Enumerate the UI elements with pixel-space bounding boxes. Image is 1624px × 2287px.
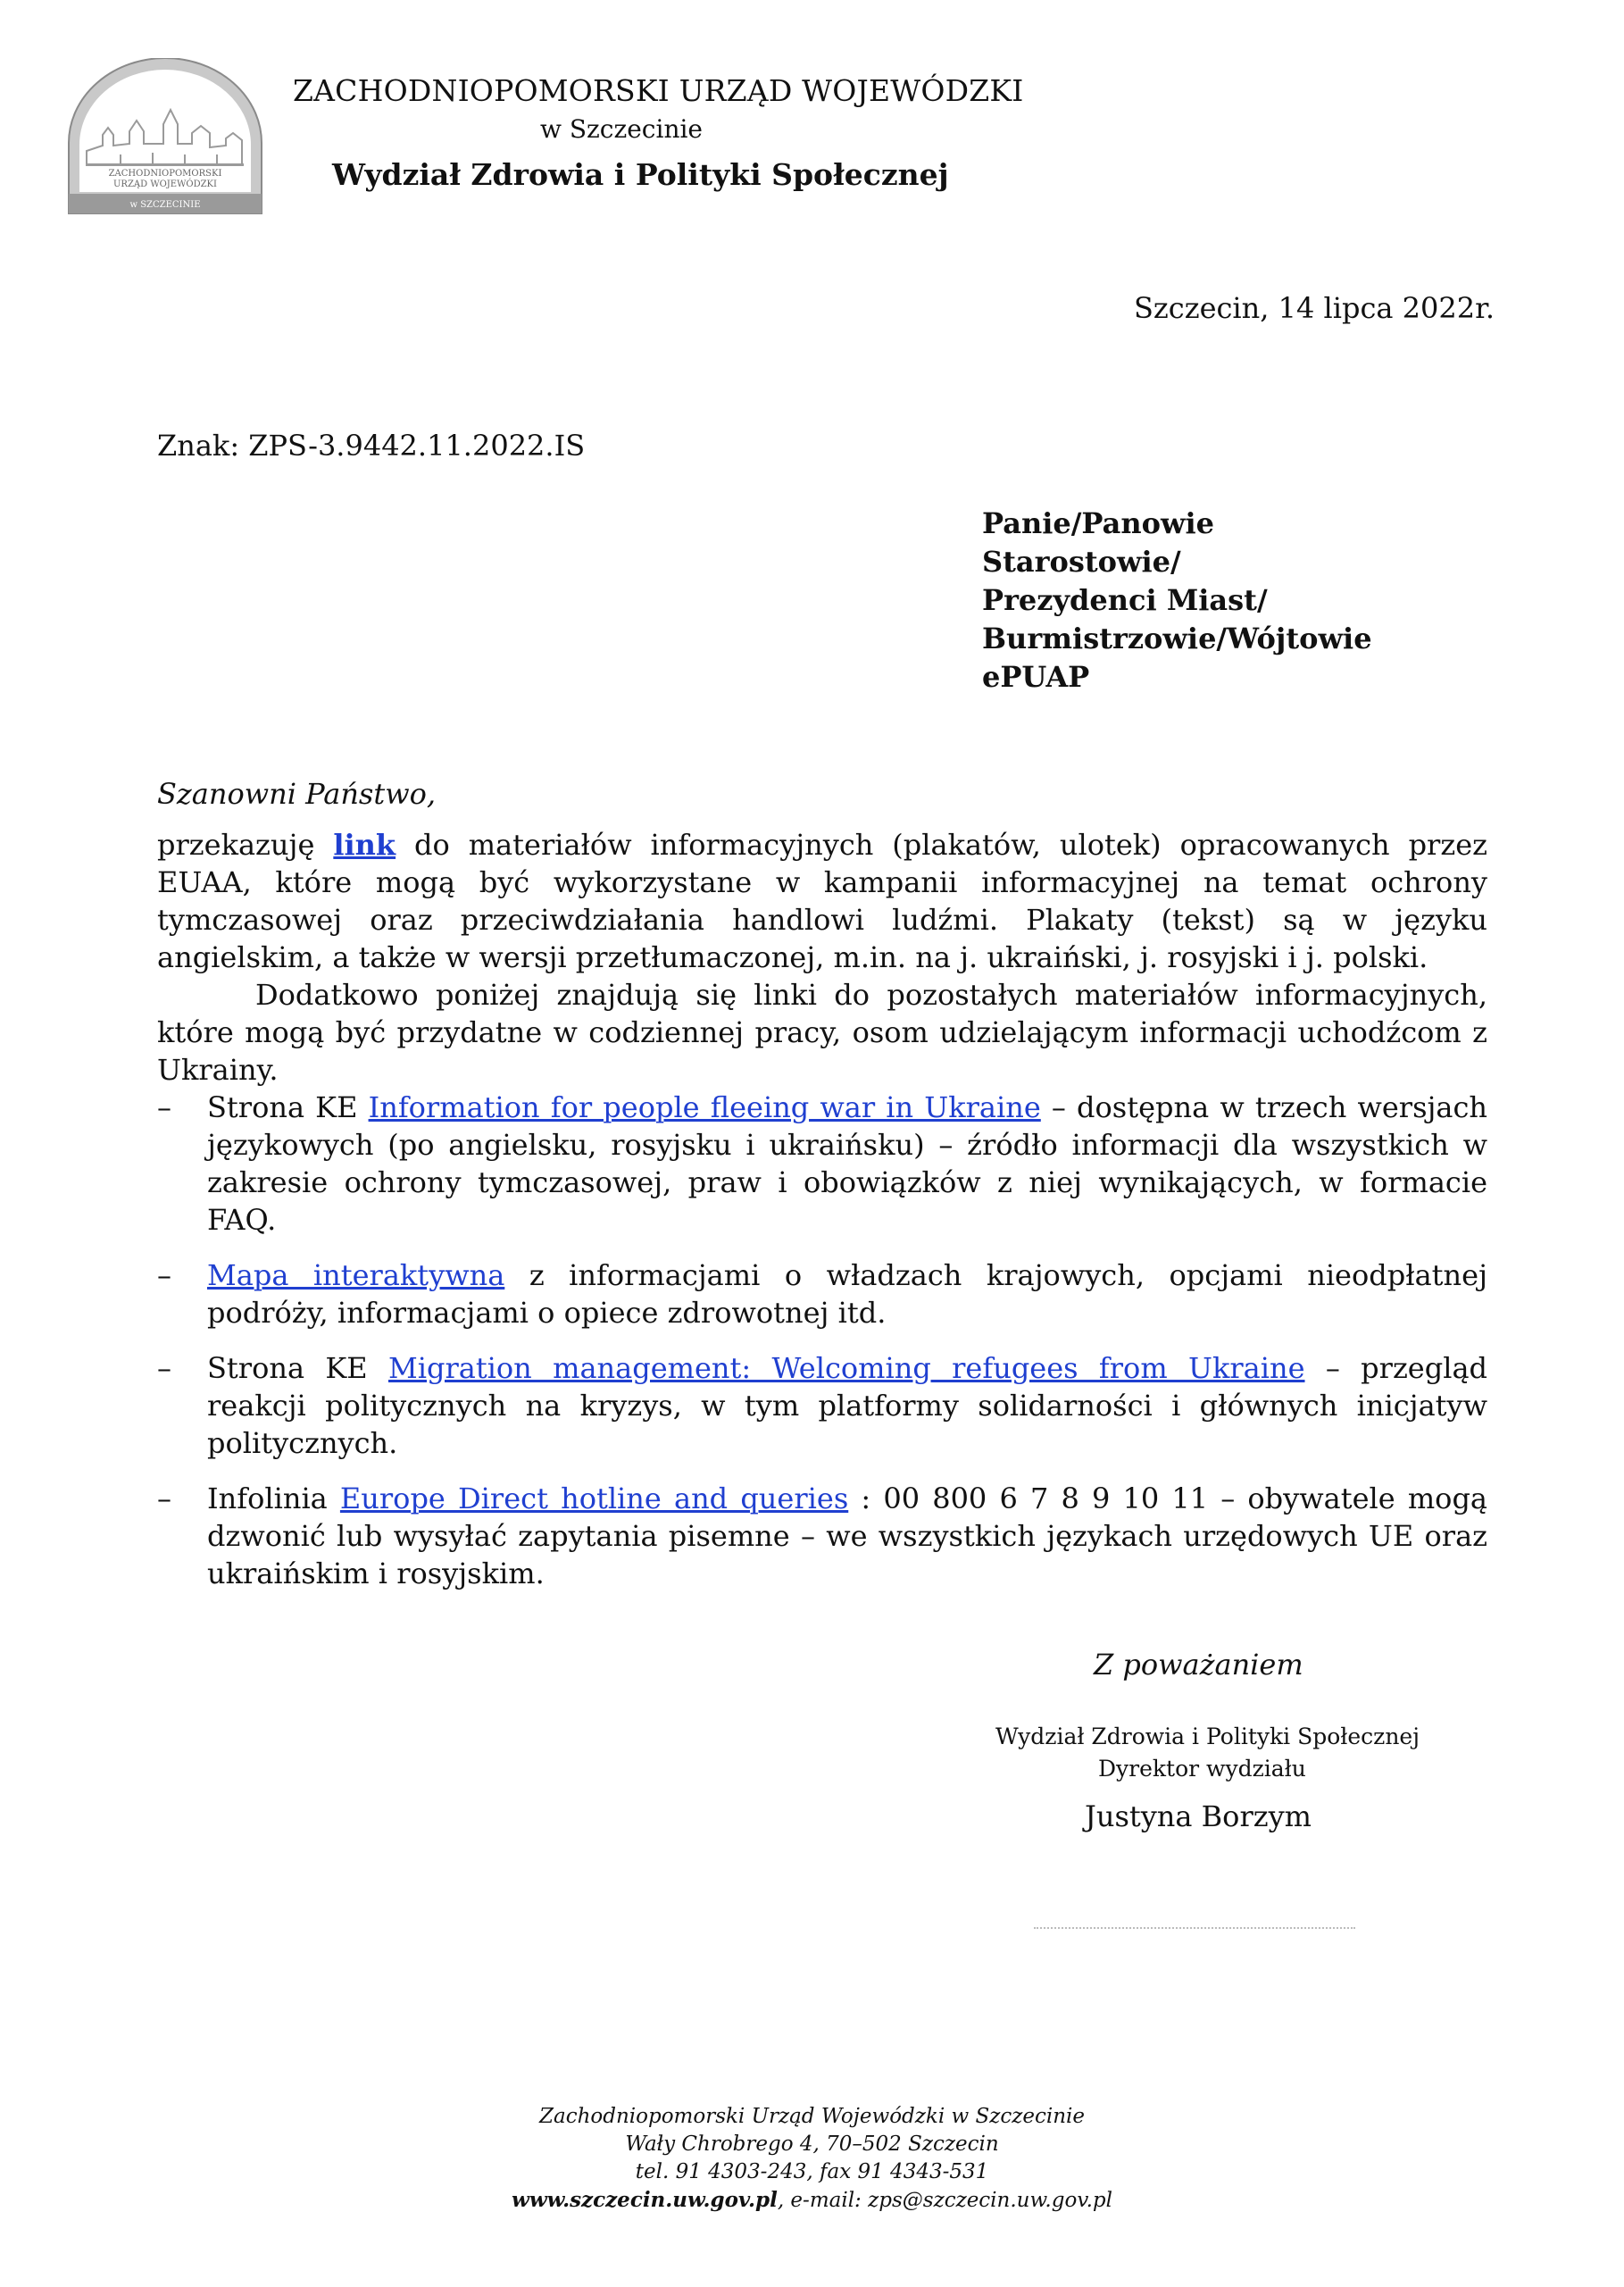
links-list <box>157 1089 1487 1592</box>
list-item <box>157 1480 1487 1592</box>
paragraph-text: przekazuję <box>157 828 334 862</box>
link-migration-management[interactable]: Migration management: Welcoming refugees from Ukraine <box>387 1351 1305 1385</box>
addressee-line: Starostowie/ <box>982 545 1181 579</box>
footer-contact <box>0 2186 1624 2215</box>
footer-email-prefix: , e-mail: <box>777 2189 869 2212</box>
header-department: Wydział Zdrowia i Polityki Społecznej <box>332 157 949 192</box>
logo-line2: URZĄD WOJEWÓDZKI <box>113 179 217 189</box>
list-item <box>157 1256 1487 1331</box>
paragraph-intro <box>157 826 1487 976</box>
addressee-block <box>982 505 1372 697</box>
paragraph-text: do materiałów informacyjnych (plakatów, ulotek) opracowanych przez EUAA, które mogą być wykorzystane w kampanii informacyjnej na temat ochrony tymczasowej oraz przeciwdziałania handlowi ludźmi. Plakaty (tekst) są w języku angielskim, a także w wersji przetłumaczonej, m.in. na j. ukraiński, j. rosyjski i j. polski. <box>157 828 1488 974</box>
materials-link[interactable]: link <box>333 828 396 862</box>
header-office-name: ZACHODNIOPOMORSKI URZĄD WOJEWÓDZKI <box>293 73 1024 108</box>
paragraph-additional: Dodatkowo poniżej znajdują się linki do pozostałych materiałów informacyjnych, które mogą być przydatne w codziennej pracy, osom udzielającym informacji uchodźcom z Ukrainy. <box>157 978 1487 1087</box>
footer-email[interactable]: zps@szczecin.uw.gov.pl <box>868 2189 1112 2212</box>
logo-line3: w SZCZECINIE <box>129 200 201 210</box>
signature-line <box>1034 1927 1355 1929</box>
list-item-text: – przegląd reakcji politycznych na kryzys, w tym platformy solidarności i głównych inicjatyw politycznych. <box>207 1351 1488 1460</box>
list-item-text: : 00 800 6 7 8 9 10 11 – obywatele mogą dzwonić lub wysyłać zapytania pisemne – we wszystkich językach urzędowych UE oraz ukraińskim i rosyjskim. <box>207 1482 1487 1590</box>
footer-website[interactable]: www.szczecin.uw.gov.pl <box>512 2188 778 2212</box>
letter-body <box>157 826 1487 1610</box>
addressee-line: Burmistrzowie/Wójtowie <box>982 622 1372 655</box>
list-item-text: Strona KE <box>207 1090 369 1124</box>
footer <box>0 2103 1624 2215</box>
logo-line1: ZACHODNIOPOMORSKI <box>108 169 222 179</box>
list-item <box>157 1349 1487 1462</box>
footer-phone: tel. 91 4303-243, fax 91 4343-531 <box>635 2160 989 2183</box>
addressee-line: Prezydenci Miast/ <box>982 583 1268 617</box>
signature-role: Dyrektor wydziału <box>1098 1756 1306 1782</box>
footer-address: Wały Chrobrego 4, 70–502 Szczecin <box>625 2133 999 2156</box>
office-emblem-icon <box>67 58 263 215</box>
greeting: Szanowni Państwo, <box>157 777 437 811</box>
letter-date: Szczecin, 14 lipca 2022r. <box>1134 291 1495 325</box>
signature-name: Justyna Borzym <box>1085 1799 1312 1833</box>
reference-number: Znak: ZPS-3.9442.11.2022.IS <box>157 429 586 463</box>
closing-phrase: Z poważaniem <box>1094 1648 1303 1682</box>
list-dash: – <box>157 1482 171 1515</box>
addressee-line: Panie/Panowie <box>982 506 1215 540</box>
header-city: w Szczecinie <box>540 114 703 144</box>
signature-department: Wydział Zdrowia i Polityki Społecznej <box>995 1724 1420 1749</box>
list-item-text: – dostępna w trzech wersjach językowych (po angielsku, rosyjsku i ukraińsku) – źródło informacji dla wszystkich w zakresie ochrony tymczasowej, praw i obowiązków z niej wynikających, w formacie FAQ. <box>207 1090 1488 1237</box>
link-information-for-people[interactable]: Information for people fleeing war in Ukraine <box>368 1090 1041 1124</box>
addressee-line: ePUAP <box>982 660 1090 694</box>
list-dash: – <box>157 1090 171 1124</box>
footer-office: Zachodniopomorski Urząd Wojewódzki w Szczecinie <box>539 2105 1085 2128</box>
list-item-text: Strona KE <box>207 1351 388 1385</box>
link-interactive-map[interactable]: Mapa interaktywna <box>207 1258 505 1292</box>
link-europe-direct[interactable]: Europe Direct hotline and queries <box>339 1482 849 1515</box>
list-dash: – <box>157 1351 171 1385</box>
list-item <box>157 1089 1487 1239</box>
list-item-text: z informacjami o władzach krajowych, opcjami nieodpłatnej podróży, informacjami o opiece zdrowotnej itd. <box>207 1258 1488 1330</box>
list-item-text: Infolinia <box>207 1482 340 1515</box>
list-dash: – <box>157 1258 171 1292</box>
